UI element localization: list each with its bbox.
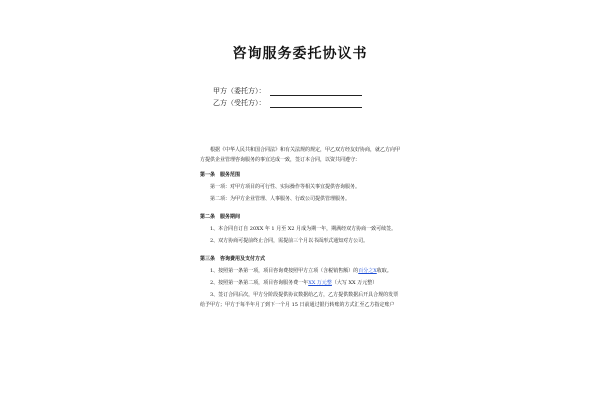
document-title: 咨询服务委托协议书: [232, 46, 368, 62]
term-item-2: 2、双方协商可提前终止合同，需提前三个月以书面形式通知对方公司。: [210, 238, 369, 244]
party-a-blank-line: [270, 87, 362, 96]
fees-item-1: [200, 266, 400, 276]
section-heading-scope: 第一条 服务范围: [200, 172, 241, 178]
section-heading-fees: 第三条 咨询费用及支付方式: [200, 256, 266, 262]
party-b-label: 乙方（受托方）：: [213, 99, 266, 107]
scope-item-1: 第一项：对甲方项目的可行性、实际操作等相关事宜提供咨询服务。: [210, 184, 361, 190]
party-b-row: [213, 98, 362, 108]
fees-item-2-suffix: （大写 XX 万元整）: [331, 280, 378, 286]
scope-item-2: 第二项：为甲方企业管理、人事服务、行政公司提供管理服务。: [210, 196, 351, 202]
term-item-1: 1、本合同自订自 20XX 年 1 月至 X2 月成为期一年，期满经双方协商一致可续签。: [210, 226, 397, 232]
fees-item-1-percentage: 百分之X: [358, 268, 377, 274]
fees-item-1-prefix: 1、按照第一条第一项，项目咨询费按照甲方立项（含税销售额）的: [210, 268, 359, 274]
fees-item-2-prefix: 2、按照第一条第二项，项目咨询服务费一年: [210, 280, 309, 286]
preamble-paragraph: 根据《中华人民共和国合同法》和有关法规的规定，甲乙双方经友好协商，就乙方向甲方提供企业管理咨询服务的事宜达成一致，签订本合同，以资共同遵守：: [200, 147, 401, 163]
fees-item-2: [200, 278, 400, 288]
agreement-body: [200, 145, 400, 312]
fees-item-2-amount: XX 万元整: [308, 280, 332, 286]
party-b-blank-line: [270, 99, 362, 108]
party-a-label: 甲方（委托方）：: [213, 87, 266, 95]
party-a-row: [213, 86, 362, 96]
section-heading-term: 第二条 服务期间: [200, 214, 241, 220]
fees-item-3: 3、签订合同后次，甲方分阶段提供协议数据给乙方，乙方提供数据后开具合规的发票给予甲方；甲方于每半年月了到下一个月 15 日前通过银行转账的方式汇至乙方指定账户: [200, 292, 399, 308]
fees-item-1-suffix: 收取。: [376, 268, 392, 274]
